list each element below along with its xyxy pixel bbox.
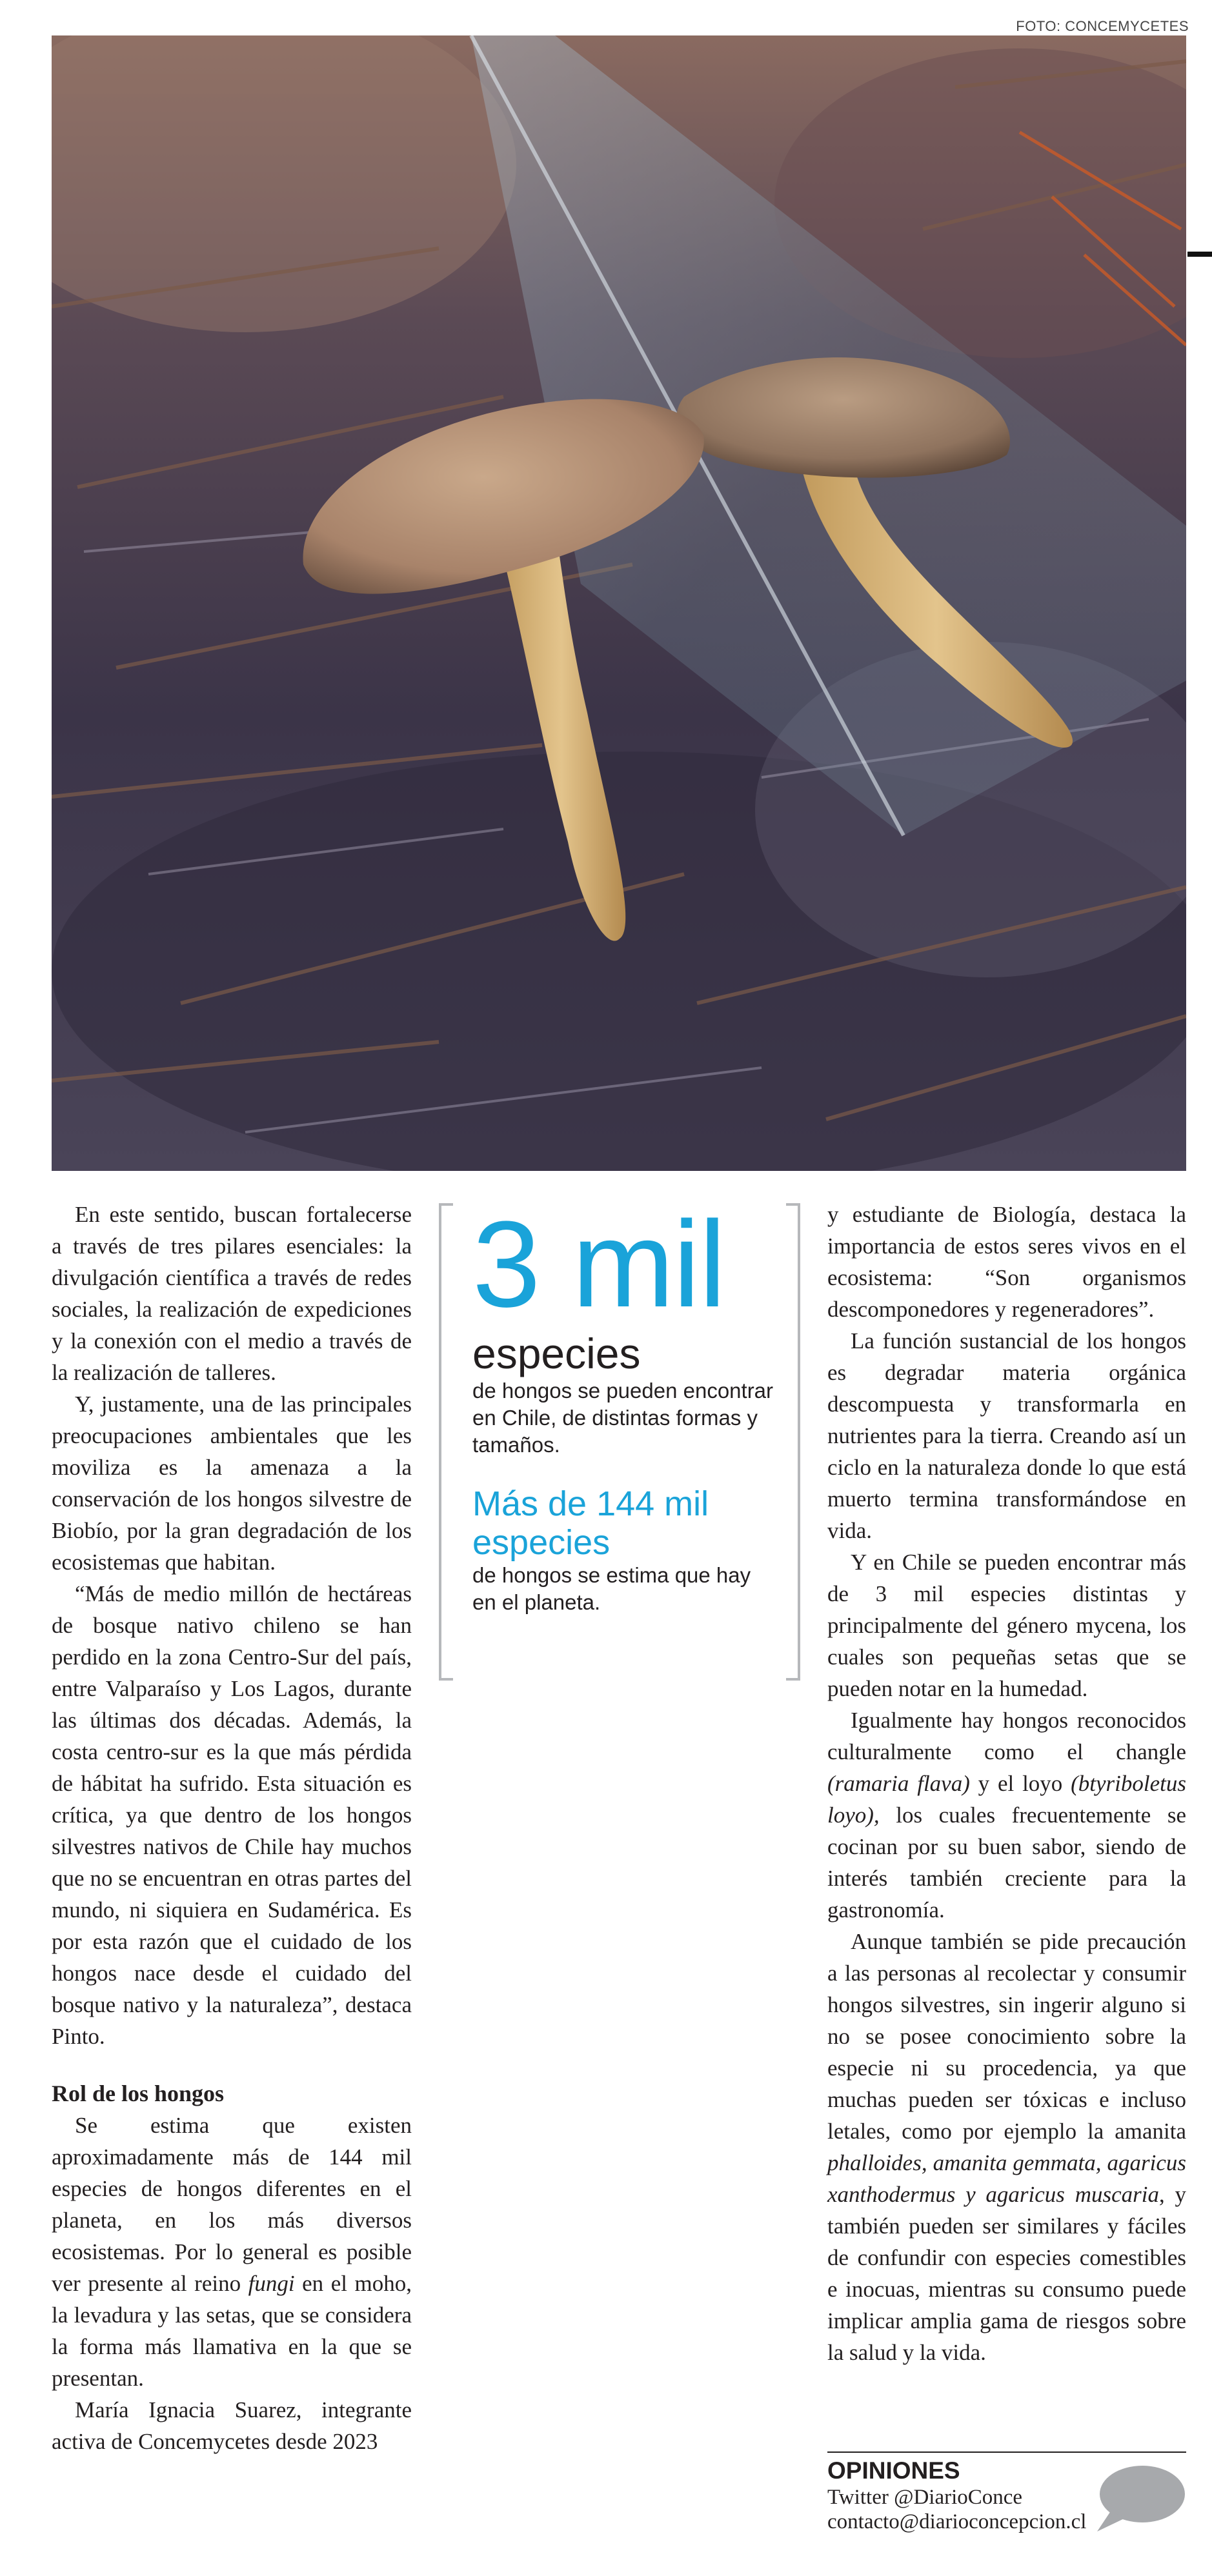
speech-bubble-icon — [1091, 2463, 1186, 2534]
article-column-right — [827, 1199, 1186, 2368]
stat-unit: especies — [472, 1330, 641, 1377]
article-column-left — [52, 1199, 412, 2457]
photo-credit: FOTO: CONCEMYCETES — [1016, 18, 1189, 34]
paragraph: La función sustancial de los hongos es degradar materia orgánica descompuesta y transformarla en nutrientes para la tierra. Creando así un ciclo en la naturaleza donde lo que está muerto termina transformándose en vida. — [827, 1328, 1186, 1543]
stat-number: 3 mil — [472, 1196, 725, 1333]
stats-box — [439, 1196, 800, 1681]
paragraph: y estudiante de Biología, destaca la importancia de estos seres vivos en el ecosistema: “Son organismos descomponedores y regeneradores”. — [827, 1202, 1186, 1322]
left-bracket — [439, 1203, 453, 1681]
opinions-title: OPINIONES — [827, 2457, 960, 2484]
paragraph: “Más de medio millón de hectáreas de bosque nativo chileno se han perdido en la zona Centro-Sur del país, entre Valparaíso y Los Lagos, durante las últimas dos décadas. Además, la costa centro-sur es la que más pérdida de hábitat ha sufrido. Esta situación es crítica, ya que dentro de los hongos silvestres nativos de Chile hay muchos que no se encuentran en otras partes del mundo, ni siquiera en Sudamérica. Es por esta razón que el cuidado de los hongos nace desde el cuidado del bosque nativo y la naturaleza”, destaca Pinto. — [52, 1581, 412, 2049]
paragraph: María Ignacia Suarez, integrante activa de Concemycetes desde 2023 — [52, 2397, 412, 2454]
stat-description: de hongos se estima que hay en el planeta. — [472, 1563, 751, 1614]
right-bracket — [786, 1203, 800, 1681]
contact-email[interactable]: contacto@diarioconcepcion.cl — [827, 2510, 1087, 2533]
mushroom-illustration — [52, 35, 1186, 1171]
twitter-handle[interactable]: Twitter @DiarioConce — [827, 2486, 1023, 2509]
stat-highlight: Más de 144 mil especies — [472, 1484, 709, 1562]
paragraph: En este sentido, buscan fortalecerse a través de tres pilares esenciales: la divulgación científica a través de redes sociales, la realización de expediciones y la conexión con el medio a través de la realización de talleres. — [52, 1202, 412, 1385]
mushroom-photo — [52, 35, 1186, 1171]
paragraph: Se estima que existen aproximadamente más de 144 mil especies de hongos diferentes en el planeta, en los más diversos ecosistemas. Por lo general es posible ver presente al reino fungi en el moho, la levadura y las setas, que se considera la forma más llamativa en la que se presentan. — [52, 2113, 412, 2391]
opinions-footer — [827, 2451, 1186, 2534]
section-subheading: Rol de los hongos — [52, 2081, 225, 2106]
paragraph: Y, justamente, una de las principales preocupaciones ambientales que les moviliza es la amenaza a la conservación de los hongos silvestre de Biobío, por la gran degradación de los ecosistemas que habitan. — [52, 1392, 412, 1575]
stat-description: de hongos se pueden encontrar en Chile, de distintas formas y tamaños. — [472, 1379, 774, 1457]
paragraph: Aunque también se pide precaución a las personas al recolectar y consumir hongos silvestres, sin ingerir alguno si no se posee conocimiento sobre la especie ni su procedencia, ya que muchas pueden ser tóxicas e incluso letales, como por ejemplo la amanita phalloides, amanita gemmata, agaricus xanthodermus y agaricus muscaria, y también pueden ser similares y fáciles de confundir con especies comestibles e inocuas, mientras su consumo puede implicar amplia gama de riesgos sobre la salud y la vida. — [827, 1929, 1186, 2365]
paragraph: Y en Chile se pueden encontrar más de 3 mil especies distintas y principalmente del género mycena, los cuales son pequeñas setas que se pueden notar en la humedad. — [827, 1550, 1186, 1701]
page-edge-marker — [1187, 252, 1212, 257]
paragraph: Igualmente hay hongos reconocidos culturalmente como el changle (ramaria flava) y el loyo (btyriboletus loyo), los cuales frecuentemente se cocinan por su buen sabor, siendo de interés también creciente para la gastronomía. — [827, 1708, 1186, 1922]
